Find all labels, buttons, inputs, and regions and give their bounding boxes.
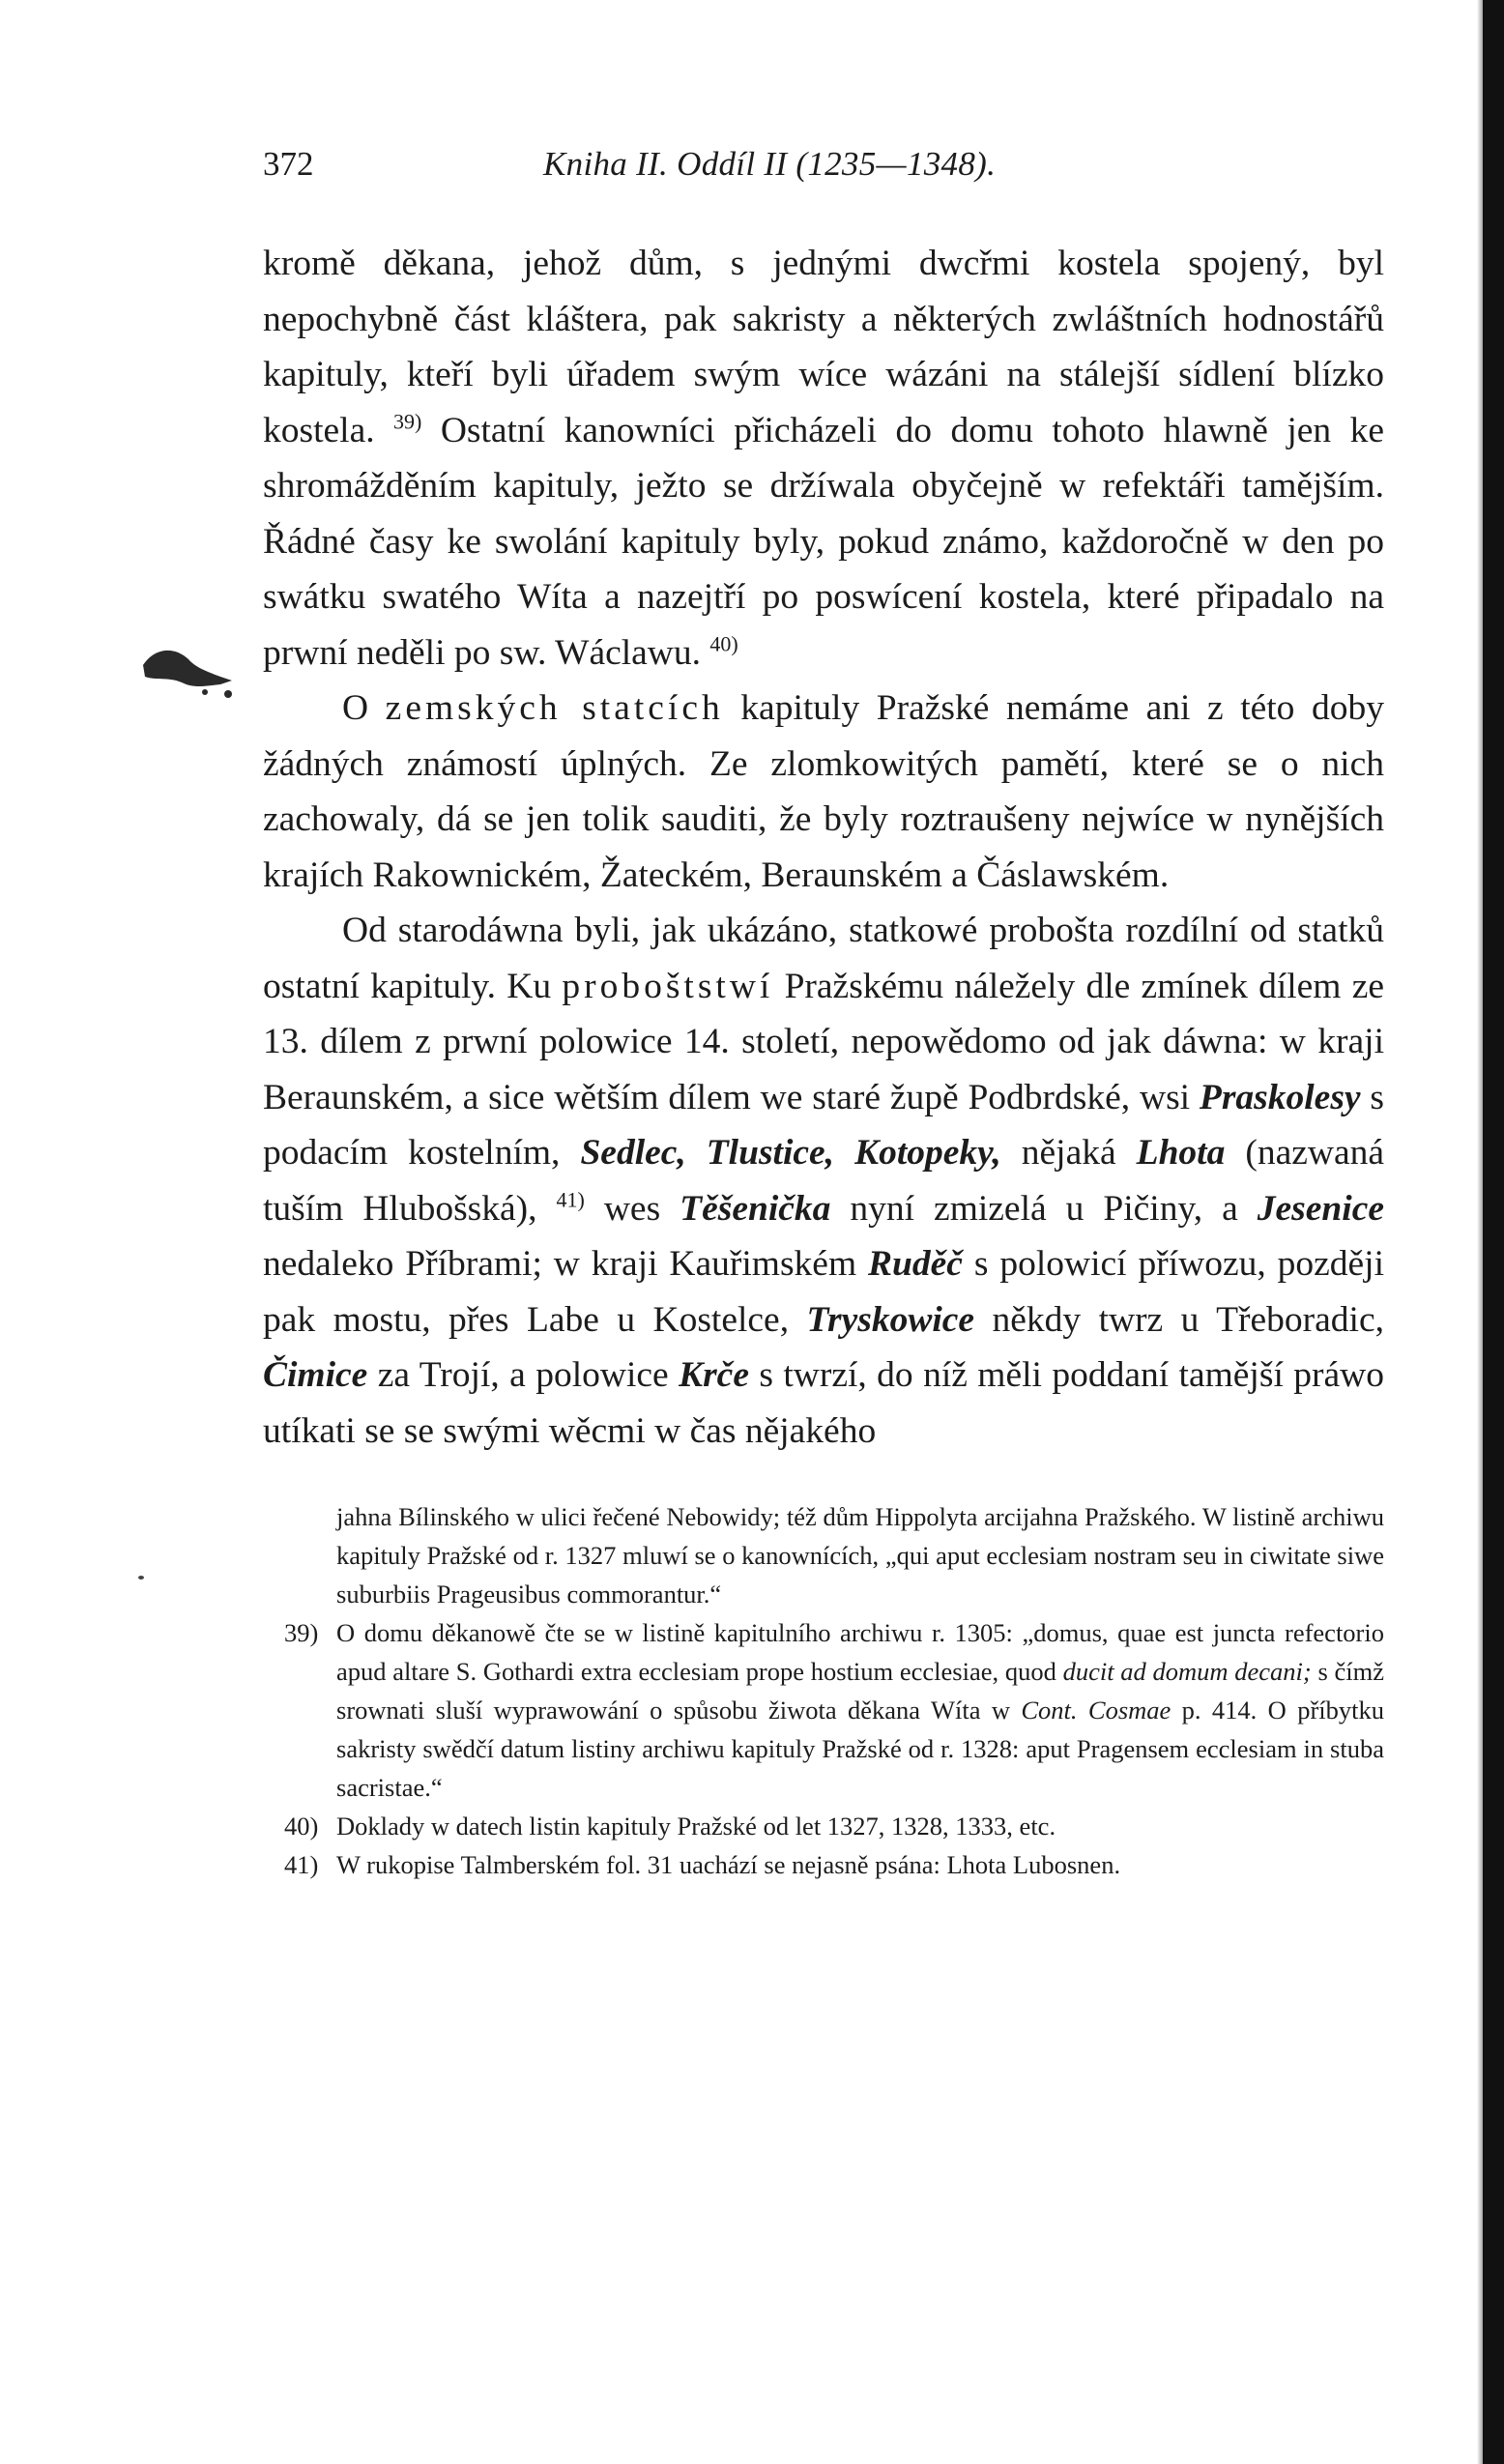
- footnote-ref-39: 39): [393, 409, 422, 433]
- page-number: 372: [263, 145, 314, 183]
- footnote-ref-41: 41): [556, 1187, 585, 1211]
- text-run: O: [342, 688, 386, 728]
- text-run: s podacím kostelním,: [263, 1077, 1385, 1173]
- text-run: Doklady w datech listin kapituly Pražské od let 1327, 1328, 1333, etc.: [336, 1812, 1056, 1841]
- text-run: s twrzí, do níž měli poddaní tamější práwo utíkati se se swými wěcmi w čas nějakého: [263, 1355, 1384, 1451]
- text-run: nedaleko Příbrami; w kraji Kauřimském: [263, 1244, 869, 1284]
- place-name: Tryskowice: [806, 1299, 975, 1340]
- printer-ornament-icon: [135, 638, 242, 706]
- text-run: Ostatní kanowníci přicházeli do domu tohoto hlawně jen ke shromážděním kapituly, ježto se držíwala obyčejně w refektáři tamějším. Řádné časy ke swolání kapituly byly, pokud známo, každoročně w den po swátku swatého Wíta a nazejtří po poswícení kostela, které připadalo na prwní neděli po sw. Wáclawu.: [263, 410, 1384, 673]
- place-name: Jesenice: [1257, 1188, 1384, 1229]
- text-run: s čímž srownati sluší wyprawowání o spůsobu žiwota děkana Wíta w: [336, 1657, 1384, 1725]
- running-title: Kniha II. Oddíl II (1235—1348).: [543, 145, 997, 183]
- text-run: Pražskému náležely dle zmínek dílem ze 13. dílem z prwní polowice 14. století, nepowědomo od jak dáwna: w kraji Beraunském, a sice wětším dílem we staré župě Podbrdské, wsi: [263, 966, 1384, 1117]
- spaced-term: proboštstwí: [562, 966, 774, 1006]
- italic-phrase: Cont. Cosmae: [1021, 1696, 1171, 1725]
- footnote-39: [284, 1613, 1384, 1807]
- scan-edge: [1483, 0, 1504, 2464]
- spaced-term: zemských statcích: [385, 688, 724, 728]
- paragraph-1: [263, 236, 1384, 681]
- text-run: p. 414. O příbytku sakristy swědčí datum listiny archiwu kapituly Pražské od r. 1328: aput Pragensem ecclesiam in stuba sacristae.“: [336, 1696, 1384, 1802]
- book-page: [263, 145, 1384, 1884]
- main-text: [263, 236, 1384, 1459]
- text-run: nyní zmizelá u Pičiny, a: [830, 1188, 1258, 1229]
- paragraph-3: [263, 903, 1384, 1459]
- text-run: (nazwaná tuším Hlubošská),: [263, 1133, 1384, 1229]
- footnotes: [263, 1497, 1384, 1884]
- place-name: Ruděč: [868, 1244, 963, 1284]
- footnote-continued: jahna Bílinského w ulici řečené Nebowidy; též dům Hippolyta arcijahna Pražského. W listině archiwu kapituly Pražské od r. 1327 mluwí se o kanownících, „qui aput ecclesiam nostram seu in ciwitate siwe suburbiis Prageusibus commorantur.“: [336, 1502, 1384, 1609]
- text-run: O domu děkanowě čte se w listině kapitulního archiwu r. 1305: „domus, quae est juncta refectorio apud altare S. Gothardi extra ecclesiam prope hostium ecclesiae, quod: [336, 1618, 1384, 1686]
- footnote-ref-40: 40): [709, 631, 738, 655]
- place-name: Praskolesy: [1199, 1077, 1361, 1117]
- place-name: Lhota: [1136, 1133, 1226, 1173]
- italic-phrase: ducit ad domum decani;: [1062, 1657, 1312, 1686]
- footnote-mark: 39): [284, 1618, 319, 1647]
- footnote-mark: 41): [284, 1850, 319, 1879]
- text-run: s polowicí příwozu, později pak mostu, přes Labe u Kostelce,: [263, 1244, 1384, 1340]
- scan-speck: [138, 1576, 144, 1580]
- text-run: kapituly Pražské nemáme ani z této doby žádných známostí úplných. Ze zlomkowitých pamětí, které se o nich zachowaly, dá se jen tolik sauditi, že byly roztraušeny nejwíce w nynějších krajích Rakownickém, Žateckém, Beraunském a Čáslawském.: [263, 688, 1384, 895]
- text-run: nějaká: [1000, 1133, 1137, 1173]
- place-name: Těšenička: [680, 1188, 831, 1229]
- place-name: Čimice: [263, 1355, 368, 1395]
- text-run: wes: [584, 1188, 680, 1229]
- place-name: Sedlec, Tlustice, Kotopeky,: [580, 1133, 1001, 1173]
- page-header: [263, 145, 1384, 203]
- footnote-mark: 40): [284, 1812, 319, 1841]
- text-run: někdy twrz u Třeboradic,: [974, 1299, 1384, 1340]
- paragraph-2: [263, 681, 1384, 903]
- footnote-41: [284, 1845, 1384, 1884]
- text-run: za Trojí, a polowice: [367, 1355, 680, 1395]
- place-name: Krče: [679, 1355, 749, 1395]
- text-run: kromě děkana, jehož dům, s jednými dwcřmi kostela spojený, byl nepochybně část kláštera, pak sakristy a některých zwláštních hodnostářů kapituly, kteří byli úřadem swým wíce wázáni na stálejší sídlení blízko kostela.: [263, 244, 1384, 450]
- footnote-40: [284, 1807, 1384, 1845]
- text-run: W rukopise Talmberském fol. 31 uachází se nejasně psána: Lhota Lubosnen.: [336, 1850, 1121, 1879]
- text-run: Od starodáwna byli, jak ukázáno, statkowé probošta rozdílní od statků ostatní kapituly. Ku: [263, 911, 1384, 1006]
